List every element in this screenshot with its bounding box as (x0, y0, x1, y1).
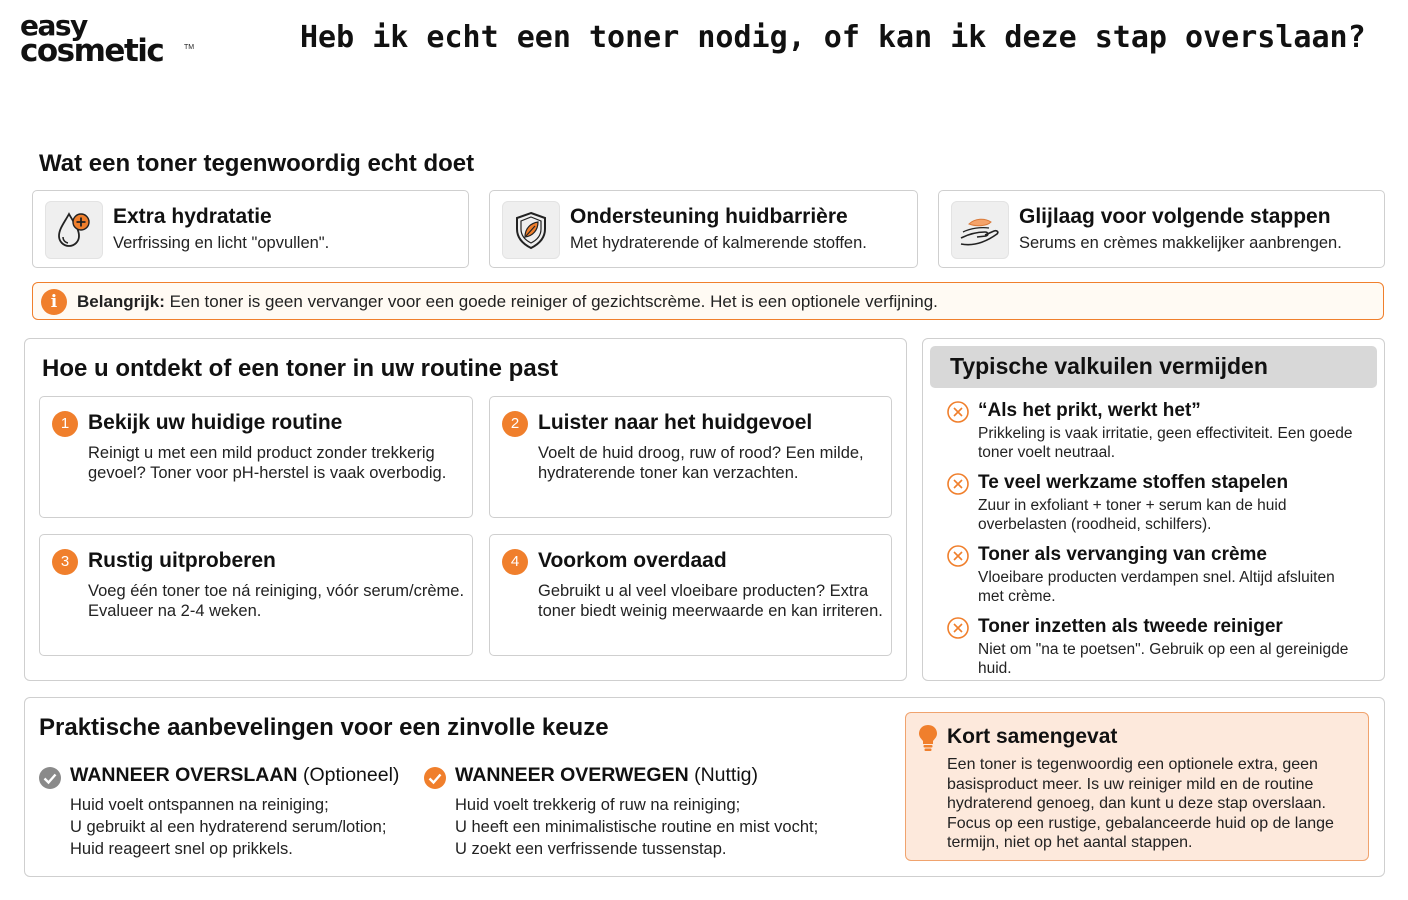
step-number-badge: 4 (502, 549, 528, 575)
summary-title: Kort samengevat (947, 725, 1118, 748)
list-item: U gebruikt al een hydraterend serum/lotion; (70, 818, 387, 836)
step-title: Luister naar het huidgevoel (538, 411, 813, 434)
cross-circle-icon (946, 472, 970, 496)
important-notice (32, 282, 1384, 320)
pitfall-title: Toner als vervanging van crème (978, 544, 1267, 565)
list-item: Huid reageert snel op prikkels. (70, 840, 293, 858)
hand-cream-icon (951, 201, 1009, 259)
info-icon: i (41, 289, 67, 315)
important-text (77, 292, 938, 312)
logo-line2: cosmetic (20, 33, 164, 69)
cross-circle-icon (946, 616, 970, 640)
step-title: Rustig uitproberen (88, 549, 276, 572)
pitfall-desc: Zuur in exfoliant + toner + serum kan de huid overbelasten (roodheid, schilfers). (978, 497, 1287, 533)
pitfall-desc: Niet om "na te poetsen". Gebruik op een al gereinigde huid. (978, 641, 1349, 677)
list-item: Huid voelt ontspannen na reiniging; (70, 796, 329, 814)
skip-qualifier: (Optioneel) (297, 764, 400, 786)
feature-title: Glijlaag voor volgende stappen (1019, 205, 1331, 228)
step-desc: Voeg één toner toe ná reiniging, vóór serum/crème. Evalueer na 2-4 weken. (88, 582, 465, 620)
summary-box (905, 712, 1369, 861)
pitfalls-heading: Typische valkuilen vermijden (950, 353, 1268, 379)
brand-logo (20, 9, 195, 70)
skip-list (70, 794, 386, 860)
feature-desc: Serums en crèmes makkelijker aanbrengen. (1019, 234, 1342, 252)
step-desc: Gebruikt u al veel vloeibare producten? Extra toner biedt weinig meerwaarde en kan irriteren. (538, 582, 883, 620)
step-number-badge: 3 (52, 549, 78, 575)
feature-card-hydration (32, 190, 469, 268)
list-item: U heeft een minimalistische routine en mist vocht; (455, 818, 819, 836)
routine-heading: Hoe u ontdekt of een toner in uw routine past (42, 355, 559, 382)
step-desc: Voelt de huid droog, ruw of rood? Een milde, hydraterende toner kan verzachten. (538, 444, 864, 482)
logo-trademark: TM (184, 44, 195, 51)
page-title: Heb ik echt een toner nodig, of kan ik deze stap overslaan? (300, 20, 1366, 55)
step-number-badge: 1 (52, 411, 78, 437)
list-item: Huid voelt trekkerig of ruw na reiniging; (455, 796, 741, 814)
consider-list (455, 794, 818, 860)
check-circle-icon (38, 766, 62, 790)
feature-card-glide (938, 190, 1385, 268)
pitfall-title: Te veel werkzame stoffen stapelen (978, 472, 1289, 493)
cross-circle-icon (946, 544, 970, 568)
recommendations-heading: Praktische aanbevelingen voor een zinvolle keuze (39, 714, 609, 741)
skip-label: WANNEER OVERSLAAN (70, 764, 298, 786)
feature-desc: Verfrissing en licht "opvullen". (113, 234, 330, 252)
list-item: U zoekt een verfrissende tussenstap. (455, 840, 727, 858)
step-title: Bekijk uw huidige routine (88, 411, 343, 434)
shield-leaf-icon (502, 201, 560, 259)
consider-label: WANNEER OVERWEGEN (455, 764, 689, 786)
pitfall-title: “Als het prikt, werkt het” (978, 400, 1201, 421)
step-title: Voorkom overdaad (538, 549, 727, 572)
check-circle-icon (423, 766, 447, 790)
cross-circle-icon (946, 400, 970, 424)
feature-title: Extra hydratatie (113, 205, 272, 228)
consider-qualifier: (Nuttig) (688, 764, 759, 786)
important-body: Een toner is geen vervanger voor een goede reiniger of gezichtscrème. Het is een optionele verfijning. (164, 292, 938, 311)
important-label: Belangrijk: (77, 292, 165, 311)
features-heading: Wat een toner tegenwoordig echt doet (39, 150, 475, 177)
pitfalls-heading-bar (930, 346, 1377, 388)
step-desc: Reinigt u met een mild product zonder trekkerig gevoel? Toner voor pH-herstel is vaak overbodig. (88, 444, 447, 482)
feature-title: Ondersteuning huidbarrière (570, 205, 848, 228)
pitfall-title: Toner inzetten als tweede reiniger (978, 616, 1283, 637)
routine-panel (24, 338, 907, 681)
recommendation-skip-header (70, 764, 399, 787)
pitfall-desc: Prikkeling is vaak irritatie, geen effectiviteit. Een goede toner voelt neutraal. (978, 425, 1353, 461)
summary-text: Een toner is tegenwoordig een optionele extra, geen basisproduct meer. Is uw reiniger mild en de routine hydraterend genoeg, dan kunt u deze stap overslaan. Focus op een rustige, gebalanceerde huid op de lange termijn, niet op het aantal stappen. (947, 756, 1334, 851)
routine-step (39, 396, 473, 518)
routine-step (39, 534, 473, 656)
pitfall-desc: Vloeibare producten verdampen snel. Altijd afsluiten met crème. (978, 569, 1335, 605)
recommendation-consider-header (455, 764, 758, 787)
routine-step (489, 396, 892, 518)
step-number-badge: 2 (502, 411, 528, 437)
logo-line1: easy (20, 9, 87, 42)
feature-desc: Met hydraterende of kalmerende stoffen. (570, 234, 867, 252)
routine-step (489, 534, 892, 656)
water-drop-plus-icon (45, 201, 103, 259)
lightbulb-icon (916, 723, 940, 753)
feature-card-barrier (489, 190, 918, 268)
